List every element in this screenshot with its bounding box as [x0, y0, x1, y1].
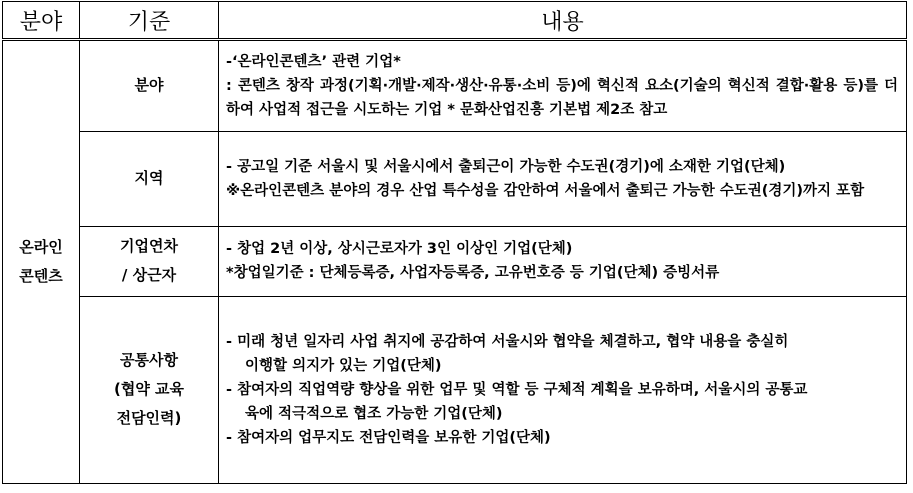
criteria-label: 분야: [134, 76, 164, 95]
content-cell: [219, 296, 907, 483]
content-cell: [219, 131, 907, 227]
criteria-label: 공통사항: [120, 351, 178, 370]
criteria-cell: [80, 40, 219, 132]
field-name-line1: 온라인: [19, 238, 63, 256]
table-row: [3, 227, 907, 296]
criteria-cell: [80, 296, 219, 483]
field-cell: [3, 40, 80, 484]
content-cell: [219, 40, 907, 132]
content-line: ※온라인콘텐츠 분야의 경우 산업 특수성을 감안하여 서울에서 출퇴근 가능한 수도권(경기)까지 포함: [226, 182, 865, 199]
criteria-label: (협약 교육: [113, 380, 185, 399]
header-field: 분야: [3, 2, 80, 40]
header-criteria: 기준: [80, 2, 219, 40]
criteria-label: 기업연차: [120, 237, 178, 256]
content-line: - 창업 2년 이상, 상시근로자가 3인 이상인 기업(단체): [226, 241, 573, 258]
content-cell: [219, 227, 907, 296]
table-row: [3, 40, 907, 132]
criteria-label: 전담인력): [116, 409, 182, 428]
table-row: [3, 131, 907, 227]
content-line: : 콘텐츠 창작 과정(기획·개발·제작·생산·유통·소비 등)에 혁신적 요소(기술의 혁신적 결합·활용 등)를 더하여 사업적 접근을 시도하는 기업 * 문화산업진흥 기본법 제2조 참고: [226, 77, 898, 118]
content-line: *창업일기준 : 단체등록증, 사업자등록증, 고유번호증 등 기업(단체) 증빙서류: [226, 265, 720, 282]
criteria-cell: [80, 131, 219, 227]
criteria-label: 지역: [134, 169, 164, 188]
criteria-label: / 상근자: [121, 266, 177, 285]
content-line: - 공고일 기준 서울시 및 서울시에서 출퇴근이 가능한 수도권(경기)에 소재한 기업(단체): [226, 158, 786, 175]
field-name-line2: 콘텐츠: [19, 267, 63, 285]
content-line: -‘온라인콘텐츠’ 관련 기업*: [226, 53, 401, 70]
header-content: 내용: [219, 2, 907, 40]
table-row: [3, 296, 907, 483]
content-line: - 참여자의 업무지도 전담인력을 보유한 기업(단체): [226, 429, 551, 446]
eligibility-table: [2, 1, 907, 484]
content-line: - 미래 청년 일자리 사업 취지에 공감하여 서울시와 협약을 체결하고, 협약 내용을 충실히: [226, 333, 789, 350]
header-row: [3, 2, 907, 40]
content-line: 이행할 의지가 있는 기업(단체): [245, 357, 442, 374]
content-line: 육에 적극적으로 협조 가능한 기업(단체): [245, 405, 503, 422]
criteria-cell: [80, 227, 219, 296]
content-line: - 참여자의 직업역량 향상을 위한 업무 및 역할 등 구체적 계획을 보유하며, 서울시의 공통교: [226, 381, 808, 398]
